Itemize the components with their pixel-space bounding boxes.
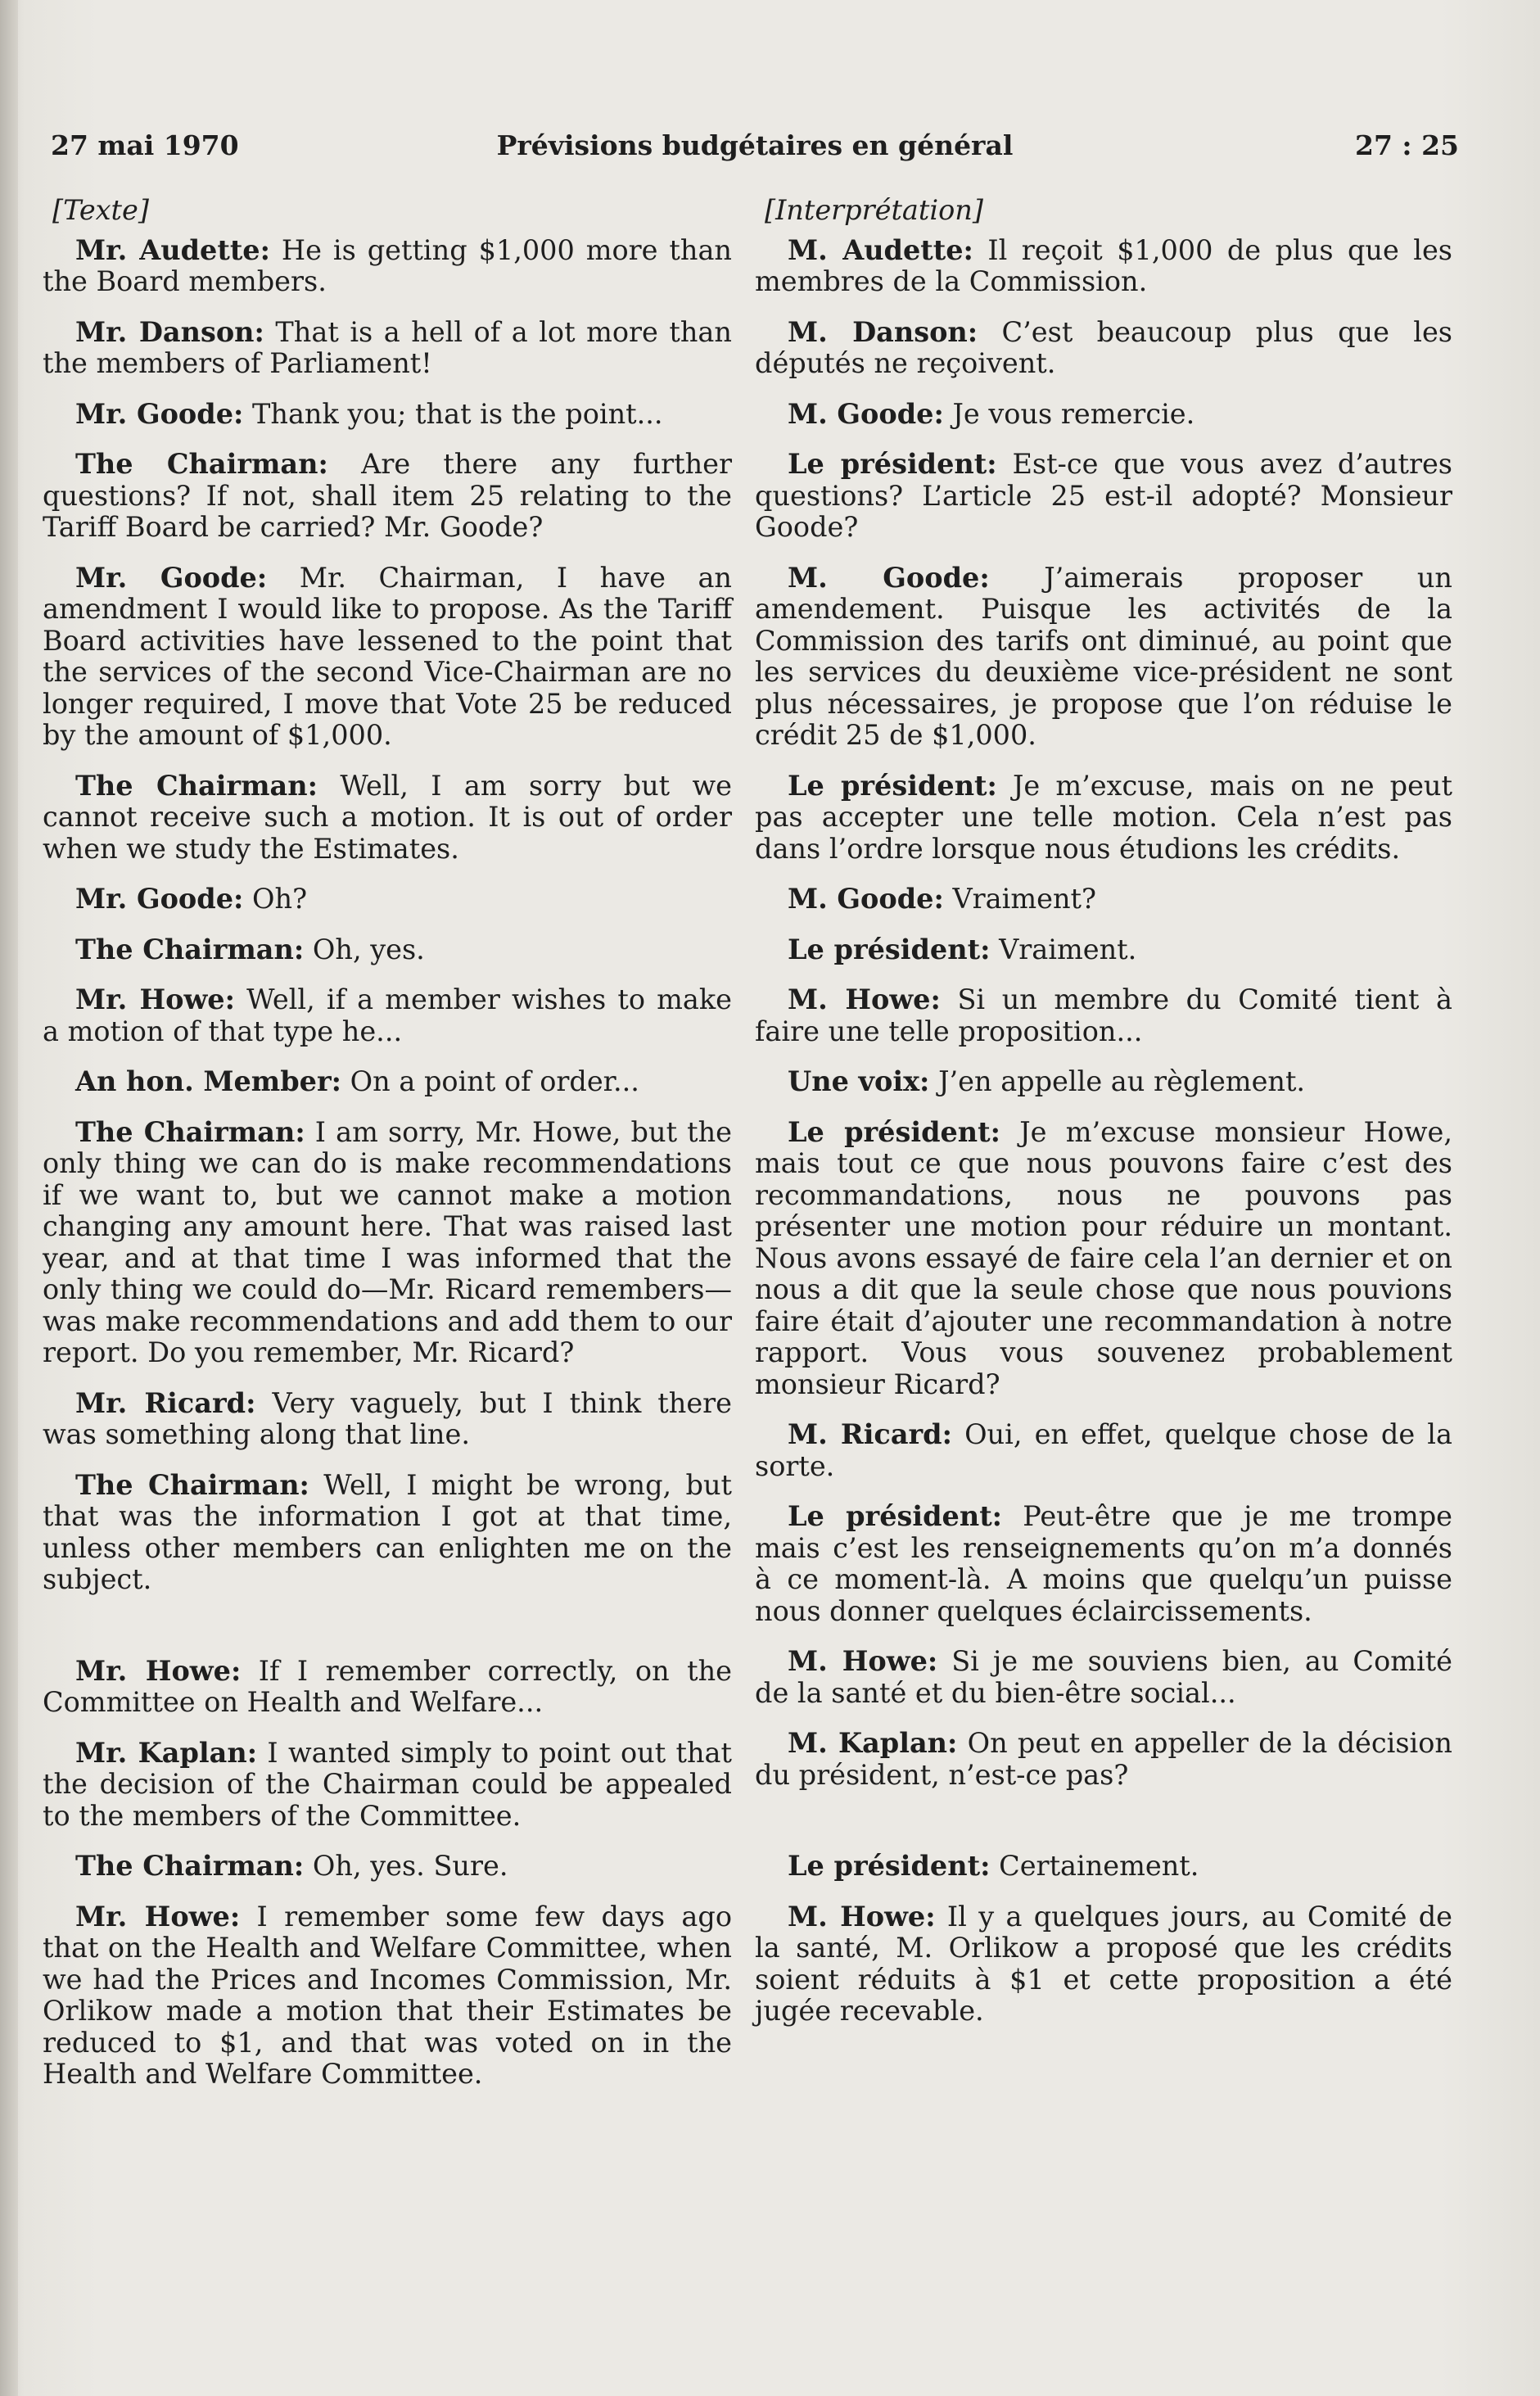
speaker-name: Mr. Danson: [75,315,264,348]
speaker-name: Mr. Kaplan: [75,1736,258,1769]
speech-text: Mr. Chairman, I have an amendment I would like to propose. As the Tariff Board activities have lessened to the point that the services of the second Vice-Chairman are no longer required, I move that Vote 25 be reduced by the amount of $1,000. [43,561,732,751]
speech-paragraph [43,399,732,431]
english-column [43,195,732,2109]
speech-text: I remember some few days ago that on the Health and Welfare Committee, when we had the Prices and Incomes Commission, Mr. Orlikow made a motion that their Estimates be reduced to $1, and that was voted on in the Health and Welfare Committee. [43,1900,732,2090]
speech-text: Vraiment. [990,933,1137,965]
speech-text: Il reçoit $1,000 de plus que les membres de la Commission. [755,233,1452,297]
column-label: [Texte] [52,194,149,226]
speech-paragraph [43,771,732,866]
speaker-name: Mr. Ricard: [75,1386,256,1419]
speech-paragraph [755,563,1452,752]
speech-text: Est-ce que vous avez d’autres questions? L’article 25 est-il adopté? Monsieur Goode? [755,448,1452,543]
speaker-name: M. Goode: [788,883,944,915]
speech-text: Oh, yes. Sure. [304,1850,508,1882]
speech-text: Thank you; that is the point... [243,397,663,430]
speech-paragraph [755,449,1452,544]
speech-paragraph [755,984,1452,1047]
speaker-name: M. Danson: [788,315,978,348]
speaker-name: The Chairman: [75,1850,305,1882]
speech-text: Vraiment? [943,883,1096,915]
speech-paragraph [43,1738,732,1833]
speaker-name: The Chairman: [75,769,318,802]
column-label: [Interprétation] [765,194,983,226]
speaker-name: Le président: [788,1500,1003,1532]
speech-paragraph [755,1646,1452,1709]
speech-paragraph [755,1901,1452,2028]
paragraph-gap [43,1615,732,1656]
speaker-name: M. Howe: [788,1645,938,1677]
speech-text: He is getting $1,000 more than the Board members. [43,233,733,297]
speech-text: Je m’excuse monsieur Howe, mais tout ce que nous pouvons faire c’est des recommandations, nous ne pouvons pas présenter une motion pour réduire un montant. Nous avons essayé de faire cela l’an dernier et on nous a dit que la seule chose que nous pouvions faire était d’ajouter une recommandation à notre rapport. Vous vous souvenez probablement monsieur Ricard? [755,1115,1452,1400]
speech-text: J’aimerais proposer un amendement. Puisque les activités de la Commission des tarifs ont diminué, au point que les services du deuxième vice-président ne sont plus nécessaires, je propose que l’on réduise le crédit 25 de $1,000. [755,561,1452,751]
speech-paragraph [43,317,732,380]
speech-paragraph [43,984,732,1047]
speaker-name: M. Howe: [788,983,941,1015]
speaker-name: M. Howe: [788,1900,936,1933]
speaker-name: Le président: [788,448,997,480]
speech-paragraph [755,934,1452,966]
speech-text: Certainement. [990,1850,1199,1882]
speech-text: Oh? [243,883,308,915]
speaker-name: Une voix: [788,1065,930,1097]
speech-paragraph [755,317,1452,380]
speaker-name: M. Ricard: [788,1418,952,1450]
speaker-name: Le président: [788,933,991,965]
speech-paragraph [755,1501,1452,1627]
speaker-name: Mr. Goode: [75,561,268,594]
speech-text: Well, I might be wrong, but that was the information I got at that time, unless other members can enlighten me on the subject. [43,1468,732,1595]
speaker-name: Le président: [788,769,997,802]
speaker-name: Mr. Goode: [75,397,244,430]
speech-text: Well, I am sorry but we cannot receive such a motion. It is out of order when we study the Estimates. [43,769,732,865]
speech-text: Well, if a member wishes to make a motion of that type he... [43,983,732,1047]
paragraph-gap [755,1810,1452,1851]
speech-paragraph [43,563,732,752]
header-date: 27 mai 1970 [51,129,239,161]
speech-text: Are there any further questions? If not, shall item 25 relating to the Tariff Board be carried? Mr. Goode? [43,448,732,543]
speech-text: I wanted simply to point out that the decision of the Chairman could be appealed to the members of the Committee. [43,1736,732,1832]
speech-text: Je m’excuse, mais on ne peut pas accepter une telle motion. Cela n’est pas dans l’ordre lorsque nous étudions les crédits. [755,769,1452,865]
speaker-name: Le président: [788,1850,991,1882]
speech-text: Si je me souviens bien, au Comité de la santé et du bien-être social... [755,1645,1453,1709]
speech-paragraph [43,1901,732,2091]
speech-text: Peut-être que je me trompe mais c’est les renseignements qu’on m’a donnés à ce moment-là. A moins que quelqu’un puisse nous donner quelques éclaircissements. [755,1500,1452,1627]
speaker-name: Mr. Howe: [75,983,235,1015]
header-title: Prévisions budgétaires en général [496,129,1014,161]
speaker-name: Mr. Howe: [75,1900,241,1933]
speech-text: Very vaguely, but I think there was something along that line. [43,1386,732,1450]
speech-paragraph [755,884,1452,915]
speaker-name: The Chairman: [75,1115,305,1148]
speech-paragraph [43,934,732,966]
speaker-name: M. Goode: [788,397,944,430]
speech-paragraph [43,884,732,915]
speech-paragraph [43,1851,732,1883]
speech-text: Si un membre du Comité tient à faire une telle proposition... [755,983,1452,1047]
speech-text: I am sorry, Mr. Howe, but the only thing we can do is make recommendations if we want to, but we cannot make a motion changing any amount here. That was raised last year, and at that time I was informed that the only thing we could do—Mr. Ricard remembers—was make recommendations and add them to our report. Do you remember, Mr. Ricard? [43,1115,732,1368]
speaker-name: The Chairman: [75,933,305,965]
speaker-name: M. Kaplan: [788,1727,958,1759]
speaker-name: Mr. Audette: [75,233,270,266]
speech-paragraph [755,1851,1452,1883]
speech-paragraph [755,1419,1452,1482]
page-header [51,129,1459,170]
speech-paragraph [43,1066,732,1098]
speech-text: Oh, yes. [304,933,425,965]
speech-paragraph [43,1388,732,1451]
speaker-name: Mr. Goode: [75,883,244,915]
speech-text: Je vous remercie. [943,397,1195,430]
speaker-name: Mr. Howe: [75,1654,242,1687]
header-page-number: 27 : 25 [1354,129,1459,161]
speech-paragraph [755,399,1452,431]
speech-paragraph [755,235,1452,298]
speech-paragraph [43,449,732,544]
speaker-name: M. Goode: [788,561,990,594]
speech-paragraph [43,235,732,298]
speech-paragraph [43,1656,732,1719]
speech-paragraph [755,771,1452,866]
speech-text: That is a hell of a lot more than the members of Parliament! [43,315,732,379]
speech-text: C’est beaucoup plus que les députés ne reçoivent. [755,315,1452,379]
binding-edge [0,0,18,2396]
speech-text: Oui, en effet, quelque chose de la sorte. [755,1418,1452,1482]
speaker-name: The Chairman: [75,1468,309,1501]
speech-paragraph [43,1117,732,1369]
speech-text: On a point of order... [341,1065,639,1097]
speech-paragraph [755,1066,1452,1098]
speech-paragraph [755,1117,1452,1401]
speech-text: On peut en appeller de la décision du président, n’est-ce pas? [755,1727,1452,1791]
speech-text: If I remember correctly, on the Committee on Health and Welfare... [43,1654,732,1718]
speech-paragraph [755,1728,1452,1791]
speech-text: Il y a quelques jours, au Comité de la santé, M. Orlikow a proposé que les crédits soient réduits à $1 et cette proposition a été jugée recevable. [755,1900,1453,2027]
speaker-name: Le président: [788,1115,1001,1148]
speaker-name: M. Audette: [788,233,973,266]
speech-paragraph [43,1470,732,1596]
speaker-name: The Chairman: [75,448,328,480]
french-column [755,195,1452,2046]
speaker-name: An hon. Member: [75,1065,341,1097]
speech-text: J’en appelle au règlement. [929,1065,1306,1097]
